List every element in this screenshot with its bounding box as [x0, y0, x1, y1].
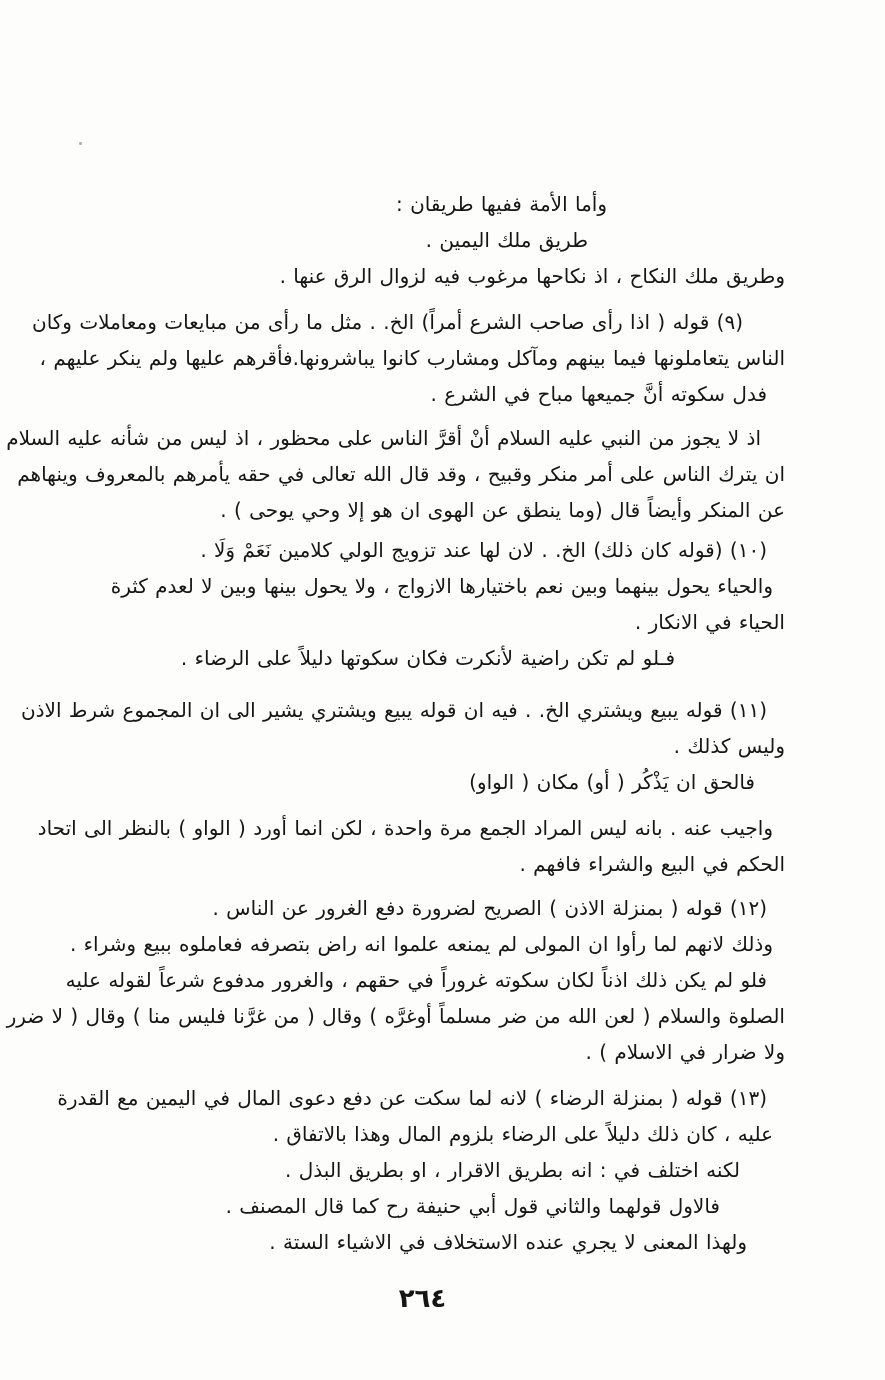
text-line: الناس يتعاملونها فيما بينهم ومآكل ومشارب كانوا يباشرونها.فأقرهم عليها ولم ينكر عليهم ، — [39, 346, 785, 370]
page-number: ٢٦٤ — [398, 1284, 447, 1314]
text-line: ولا ضرار في الاسلام ) . — [585, 1040, 785, 1064]
text-line: فالاول قولهما والثاني قول أبي حنيفة رح كما قال المصنف . — [225, 1194, 720, 1218]
text-line: (١٢) قوله ( بمنزلة الاذن ) الصريح لضرورة دفع الغرور عن الناس . — [212, 896, 767, 920]
text-line: (١٣) قوله ( بمنزلة الرضاء ) لانه لما سكت عن دفع دعوى المال في اليمين مع القدرة — [57, 1086, 767, 1110]
text-line: والحياء يحول بينهما وبين نعم باختيارها الازواج ، ولا يحول بينها وبين لا لعدم كثرة — [110, 574, 773, 598]
text-line: فلو لم يكن ذلك اذناً لكان سكوته غروراً في حقهم ، والغرور مدفوع شرعاً لقوله عليه — [65, 968, 767, 992]
scan-speck — [79, 142, 82, 145]
text-line: (١٠) (قوله كان ذلك) الخ. . لان لها عند تزويج الولي كلامين نَعَمْ وَلَا . — [200, 538, 767, 562]
text-line: الحياء في الانكار . — [634, 610, 785, 634]
text-line: فالحق ان يَذْكُر ( أو) مكان ( الواو) — [469, 770, 755, 794]
text-line: (١١) قوله يبيع ويشتري الخ. . فيه ان قوله يبيع ويشتري يشير الى ان المجموع شرط الاذن — [20, 698, 767, 722]
text-line: عليه ، كان ذلك دليلاً على الرضاء بلزوم المال وهذا بالاتفاق . — [272, 1122, 773, 1146]
text-line: وذلك لانهم لما رأوا ان المولى لم يمنعه علموا انه راض بتصرفه فعاملوه ببيع وشراء . — [69, 932, 773, 956]
text-line: وطريق ملك النكاح ، اذ نكاحها مرغوب فيه لزوال الرق عنها . — [279, 264, 785, 288]
text-line: وليس كذلك . — [673, 734, 785, 758]
text-line: الصلوة والسلام ( لعن الله من ضر مسلماً أوغرَّه ) وقال ( من غرَّنا فليس منا ) وقال ( لا ضرر — [6, 1004, 785, 1028]
text-line: ان يترك الناس على أمر منكر وقبيح ، وقد قال الله تعالى في حقه يأمرهم بالمعروف وينهاهم — [17, 462, 785, 486]
text-line: ولهذا المعنى لا يجري عنده الاستخلاف في الاشياء الستة . — [269, 1230, 747, 1254]
text-line: (٩) قوله ( اذا رأى صاحب الشرع أمراً) الخ. . مثل ما رأى من مبايعات ومعاملات وكان — [32, 310, 743, 334]
text-column — [6, 0, 785, 1314]
text-line: الحكم في البيع والشراء فافهم . — [519, 852, 785, 876]
text-line: اذ لا يجوز من النبي عليه السلام أنْ أقرَّ الناس على محظور ، اذ ليس من شأنه عليه السلام — [6, 426, 761, 450]
text-line: فدل سكوته أنَّ جميعها مباح في الشرع . — [430, 382, 767, 406]
text-line: لكنه اختلف في : انه بطريق الاقرار ، او بطريق البذل . — [285, 1158, 740, 1182]
text-line: عن المنكر وأيضاً قال (وما ينطق عن الهوى ان هو إلا وحي يوحى ) . — [220, 498, 785, 522]
text-line: فـلو لم تكن راضية لأنكرت فكان سكوتها دليلاً على الرضاء . — [180, 646, 675, 670]
text-line: وأما الأمة ففيها طريقان : — [395, 192, 607, 216]
text-line: طريق ملك اليمين . — [425, 228, 588, 252]
text-line: واجيب عنه . بانه ليس المراد الجمع مرة واحدة ، لكن انما أورد ( الواو ) بالنظر الى اتحاد — [37, 816, 773, 840]
